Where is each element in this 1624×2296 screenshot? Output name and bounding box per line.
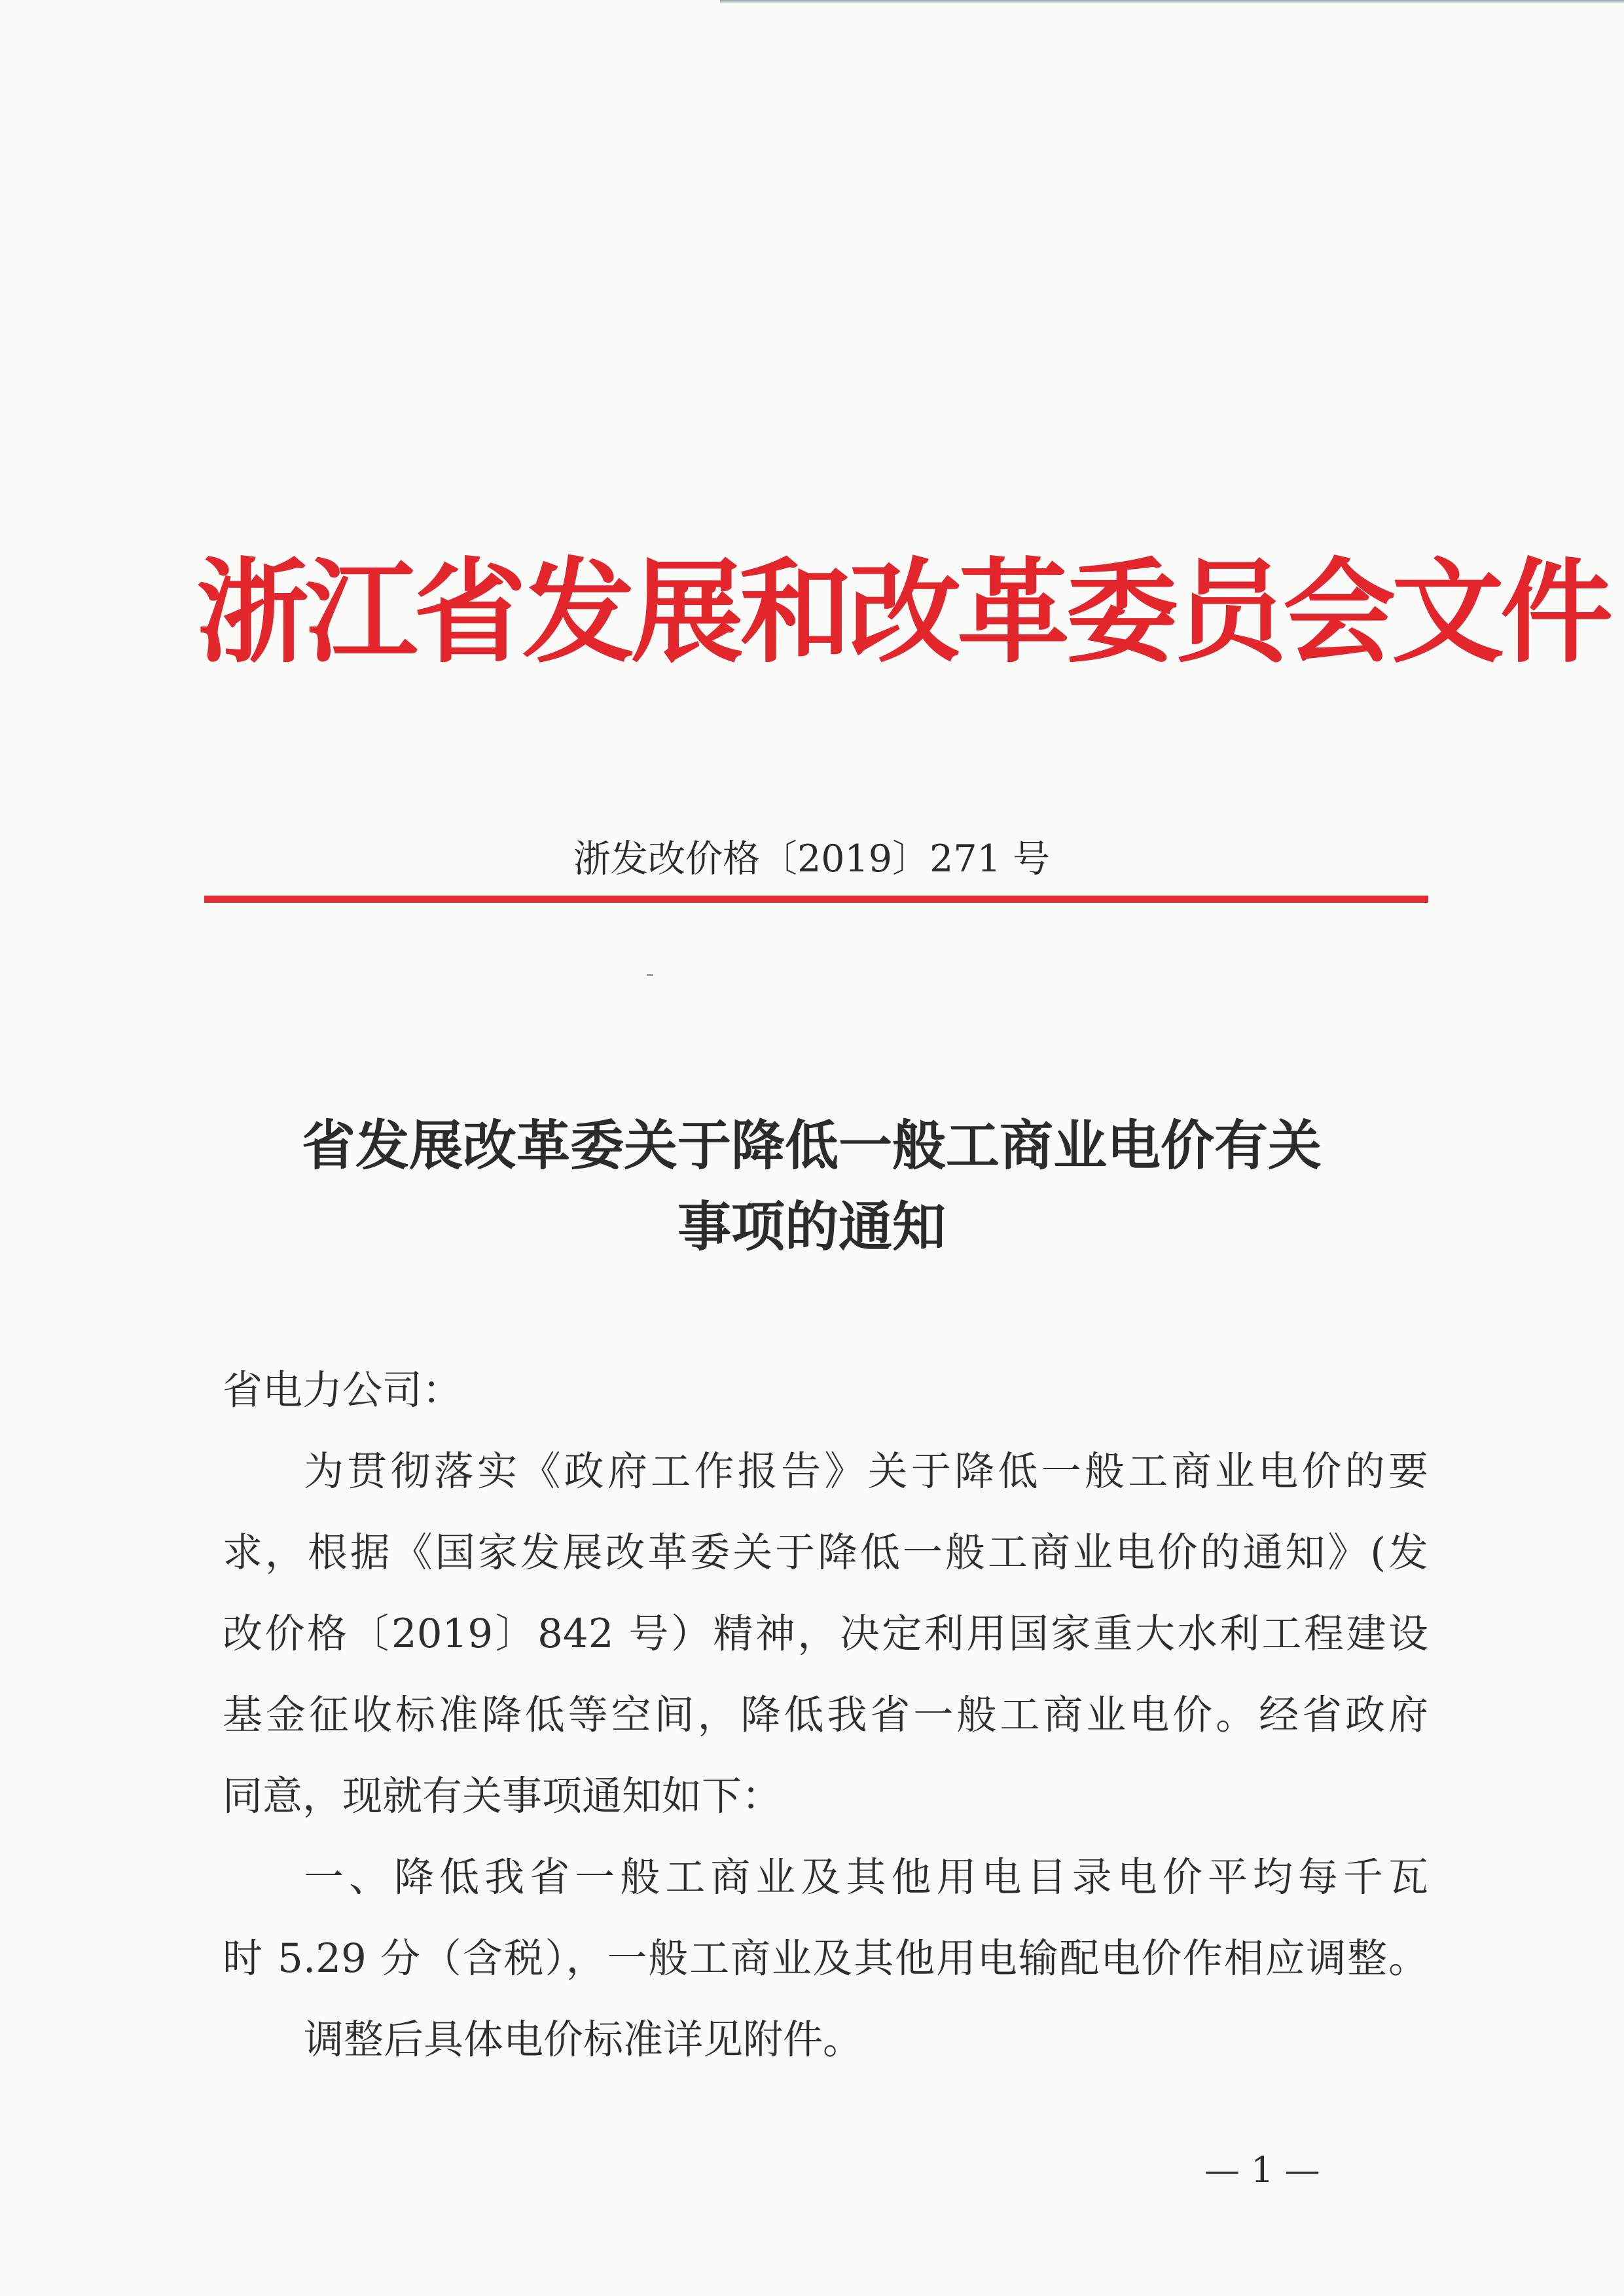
body-line: 为贯彻落实《政府工作报告》关于降低一般工商业电价的要	[304, 1448, 1428, 1495]
notice-title-line-2: 事项的通知	[677, 1195, 946, 1258]
issuer-red-header: 浙江省发展和改革委员会文件	[196, 545, 1609, 678]
salutation: 省电力公司：	[223, 1367, 463, 1413]
notice-title-line-1: 省发展改革委关于降低一般工商业电价有关	[301, 1114, 1322, 1177]
page-number: — 1 —	[1204, 2149, 1320, 2191]
document-number: 浙发改价格〔2019〕271 号	[573, 837, 1050, 881]
body-line: 改价格〔2019〕842 号）精神，决定利用国家重大水利工程建设	[223, 1611, 1428, 1657]
body-line: 求，根据《国家发展改革委关于降低一般工商业电价的通知》(发	[223, 1529, 1428, 1576]
scan-speck	[647, 974, 653, 976]
notice-body	[223, 1350, 1428, 2081]
body-line: 同意，现就有关事项通知如下：	[223, 1773, 782, 1819]
body-line: 基金征收标准降低等空间，降低我省一般工商业电价。经省政府	[223, 1692, 1428, 1738]
body-line: 一、降低我省一般工商业及其他用电目录电价平均每千瓦	[304, 1854, 1428, 1901]
red-divider-rule	[204, 896, 1428, 903]
body-line: 调整后具体电价标准详见附件。	[304, 2016, 863, 2063]
scan-edge-shadow	[720, 0, 1624, 4]
body-line: 时 5.29 分（含税），一般工商业及其他用电输配电价作相应调整。	[223, 1935, 1428, 1982]
notice-title	[196, 1105, 1427, 1267]
